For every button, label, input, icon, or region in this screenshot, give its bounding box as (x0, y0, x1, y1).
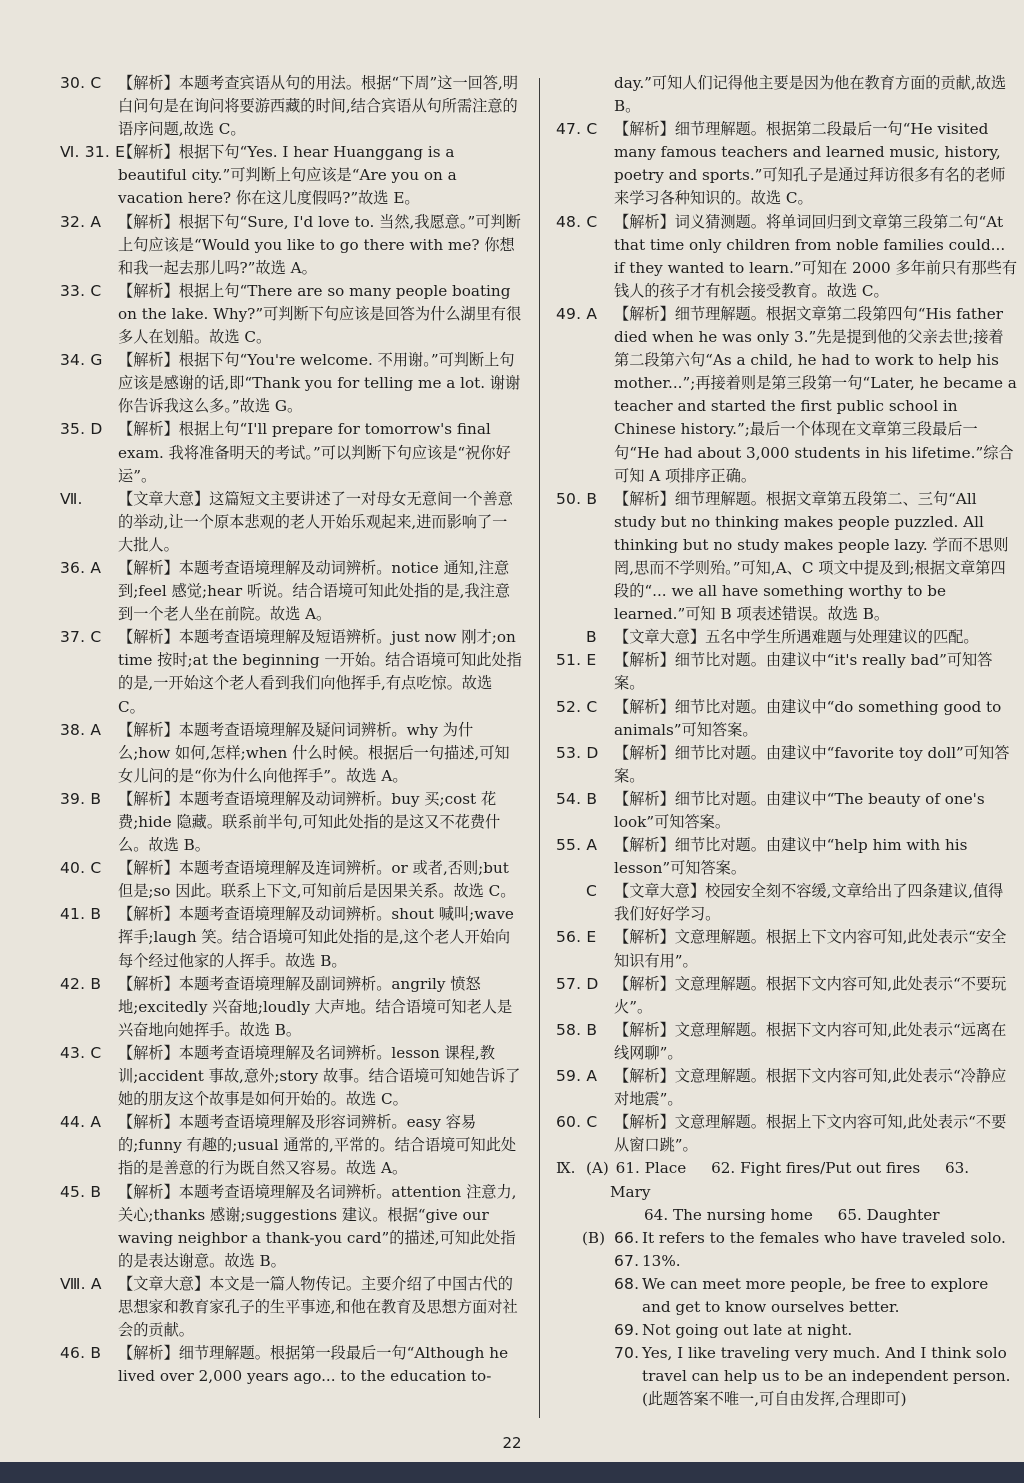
right-item-number: 49. A (556, 304, 598, 323)
section-9-b-text: It refers to the females who have traveled solo. (642, 1228, 1006, 1247)
left-item (60, 1342, 522, 1388)
right-item-number: C (586, 882, 598, 901)
section-9-a-tag: (A) (586, 1159, 609, 1178)
left-item-text: 【解析】根据下句“Yes. I hear Huanggang is a beautiful city.”可判断上句应该是“Are you on a vacation here? 你在这儿度假吗?”故选 E。 (118, 143, 457, 208)
right-item-number: 52. C (556, 697, 598, 716)
section-9-a-row-1 (586, 1157, 1018, 1203)
left-item-number: 42. B (60, 974, 102, 993)
right-item (556, 118, 1018, 210)
right-item-number: 54. B (556, 789, 598, 808)
answer-61: 61. Place (615, 1159, 687, 1178)
right-item (556, 788, 1018, 834)
section-9-b-item (556, 1342, 1018, 1411)
right-item-number: 60. C (556, 1113, 598, 1132)
left-item-text: 【解析】本题考查语境理解及副词辨析。angrily 愤怒地;excitedly 兴奋地;loudly 大声地。结合语境可知老人是兴奋地向她挥手。故选 B。 (118, 974, 513, 1039)
left-item (60, 557, 522, 626)
right-item-number: 56. E (556, 928, 597, 947)
right-item-text: 【解析】词义猜测题。将单词回归到文章第三段第二句“At that time only children from noble families could... if they wanted to learn.”可知在 2000 多年前只有那些有钱人的孩子才有机会接受教育。故选 C。 (614, 212, 1018, 300)
right-item-text: 【解析】细节比对题。由建议中“help him with his lesson”可知答案。 (614, 836, 968, 878)
section-9-b-text: We can meet more people, be free to explore and get to know ourselves better. (642, 1274, 989, 1316)
section-9-b-text: 13%. (642, 1251, 681, 1270)
right-item (556, 649, 1018, 695)
left-item-number: 39. B (60, 789, 102, 808)
right-item-text: 【解析】文意理解题。根据上下文内容可知,此处表示“不要从窗口跳”。 (614, 1113, 1007, 1155)
answer-65: 65. Daughter (837, 1205, 940, 1224)
left-item-text: 【解析】本题考查语境理解及形容词辨析。easy 容易的;funny 有趣的;usual 通常的,平常的。结合语境可知此处指的是善意的行为既自然又容易。故选 A。 (118, 1113, 517, 1178)
right-item (556, 973, 1018, 1019)
section-9 (556, 1157, 1018, 1411)
left-item-text: 【解析】根据上句“There are so many people boating on the lake. Why?”可判断下句应该是回答为什么湖里有很多人在划船。故选 C。 (118, 281, 522, 347)
left-item-number: 36. A (60, 558, 102, 577)
left-item-number: 46. B (60, 1344, 102, 1363)
left-item-text: 【解析】本题考查语境理解及名词辨析。lesson 课程,教训;accident 事故,意外;story 故事。结合语境可知她告诉了她的朋友这个故事是如何开始的。故选 C。 (118, 1043, 521, 1109)
right-item-number: 50. B (556, 489, 598, 508)
left-item-number: Ⅷ. A (60, 1274, 102, 1293)
left-item-text: 【解析】细节理解题。根据第一段最后一句“Although he lived over 2,000 years ago... to the education to- (118, 1344, 509, 1386)
left-item (60, 280, 522, 349)
left-item (60, 72, 522, 141)
right-item-text: 【解析】文意理解题。根据下文内容可知,此处表示“冷静应对地震”。 (614, 1067, 1007, 1109)
section-9-b-item (556, 1319, 1018, 1342)
left-item-number: Ⅵ. 31. E (60, 143, 126, 162)
right-item-text: 【解析】细节理解题。根据文章第五段第二、三句“All study but no thinking makes people puzzled. All thinking but no study makes people lazy. 学而不思则罔,思而不学则殆。”可知,A、C 项文中提及到;根据文章第四段的“... we all have something worthy to be learned.”可知 B 项表述错误。故选 B。 (614, 489, 1009, 624)
right-item-number: 47. C (556, 120, 598, 139)
left-item (60, 211, 522, 280)
left-item (60, 349, 522, 418)
section-9-b-item (556, 1227, 1018, 1250)
left-item-number: 43. C (60, 1043, 102, 1062)
right-item-text: 【解析】文意理解题。根据下文内容可知,此处表示“远离在线网聊”。 (614, 1020, 1007, 1062)
left-item (60, 1181, 522, 1273)
right-item (556, 742, 1018, 788)
section-9-b-item (556, 1250, 1018, 1273)
right-item (556, 1019, 1018, 1065)
section-9-roman: Ⅸ. (556, 1159, 576, 1178)
right-item-text: 【解析】细节理解题。根据第二段最后一句“He visited many famous teachers and learned music, history, poetry and sports.”可知孔子是通过拜访很多有名的老师来学习各种知识的。故选 C。 (614, 120, 1006, 208)
right-item (556, 488, 1018, 627)
right-answer-list (556, 72, 1018, 1157)
right-item-number: 51. E (556, 651, 597, 670)
left-item-text: 【文章大意】这篇短文主要讲述了一对母女无意间一个善意的举动,让一个原本悲观的老人开始乐观起来,进而影响了一大批人。 (118, 489, 513, 554)
left-item-number: 41. B (60, 905, 102, 924)
left-item-text: 【解析】根据上句“I'll prepare for tomorrow's final exam. 我将准备明天的考试。”可以判断下句应该是“祝你好运”。 (118, 420, 511, 485)
left-item-text: 【解析】本题考查语境理解及连词辨析。or 或者,否则;but 但是;so 因此。联系上下文,可知前后是因果关系。故选 C。 (118, 859, 516, 901)
left-item (60, 626, 522, 718)
left-item-number: 44. A (60, 1113, 102, 1132)
left-item (60, 719, 522, 788)
right-item (556, 926, 1018, 972)
section-9-b-text: Not going out late at night. (642, 1321, 853, 1340)
left-item (60, 1273, 522, 1342)
left-item (60, 418, 522, 487)
section-9-a-row-2 (610, 1204, 1018, 1227)
left-item-number: Ⅶ. (60, 489, 83, 508)
left-item-text: 【解析】本题考查宾语从句的用法。根据“下周”这一回答,明白问句是在询问将要游西藏的时间,结合宾语从句所需注意的语序问题,故选 C。 (118, 74, 519, 139)
left-item (60, 1042, 522, 1111)
right-item (556, 303, 1018, 488)
right-item-text: 【解析】细节比对题。由建议中“it's really bad”可知答案。 (614, 651, 993, 693)
section-9-b-number: 67. (614, 1251, 640, 1270)
left-item-number: 40. C (60, 859, 102, 878)
right-item-text: 【解析】细节比对题。由建议中“favorite toy doll”可知答案。 (614, 743, 1010, 785)
right-item-text: 【文章大意】五名中学生所遇难题与处理建议的匹配。 (614, 628, 979, 647)
left-item (60, 141, 522, 210)
column-divider (539, 78, 540, 1418)
right-item-text: 【文章大意】校园安全刻不容缓,文章给出了四条建议,值得我们好好学习。 (614, 882, 1004, 924)
section-9-b-number: 66. (614, 1228, 640, 1247)
right-item-number: 57. D (556, 974, 599, 993)
left-item-text: 【解析】本题考查语境理解及疑问词辨析。why 为什么;how 如何,怎样;when 什么时候。根据后一句描述,可知女儿问的是“你为什么向他挥手”。故选 A。 (118, 720, 510, 785)
section-9-b-item (556, 1273, 1018, 1319)
answer-63: 63. Mary (610, 1159, 970, 1201)
section-9-b-list (556, 1227, 1018, 1412)
left-item-text: 【解析】根据下句“Sure, I'd love to. 当然,我愿意。”可判断上句应该是“Would you like to go there with me? 你想和我一起去那儿吗?”故选 A。 (118, 212, 521, 277)
left-item (60, 903, 522, 972)
left-item-number: 45. B (60, 1182, 102, 1201)
right-item (556, 626, 1018, 649)
right-item (556, 211, 1018, 303)
right-item-text: 【解析】细节理解题。根据文章第二段第四句“His father died when he was only 3.”先是提到他的父亲去世;接着第二段第六句“As a child, he had to work to help his mother...”;再接着则是第三段第一句“Later, he became a teacher and started the first public school in Chinese history.”;最后一个体现在文章第三段最后一句“He had about 3,000 students in his lifetime.”综合可知 A 项排序正确。 (614, 304, 1017, 485)
left-item-text: 【解析】根据下句“You're welcome. 不用谢。”可判断上句应该是感谢的话,即“Thank you for telling me a lot. 谢谢你告诉我这么多。”故选 G。 (118, 351, 521, 416)
left-item-number: 34. G (60, 351, 103, 370)
section-9-b-number: 68. (614, 1274, 640, 1293)
left-item (60, 788, 522, 857)
answer-62: 62. Fight fires/Put out fires (711, 1159, 921, 1178)
left-item-text: 【文章大意】本文是一篇人物传记。主要介绍了中国古代的思想家和教育家孔子的生平事迹,和他在教育及思想方面对社会的贡献。 (118, 1274, 518, 1340)
left-item-number: 37. C (60, 628, 102, 647)
left-item-number: 33. C (60, 281, 102, 300)
right-item-number: 53. D (556, 743, 599, 762)
right-item-text: 【解析】细节比对题。由建议中“The beauty of one's look”可知答案。 (614, 789, 985, 831)
left-item-text: 【解析】本题考查语境理解及动词辨析。buy 买;cost 花费;hide 隐藏。联系前半句,可知此处指的是这又不花费什么。故选 B。 (118, 789, 501, 855)
right-item (556, 1111, 1018, 1157)
left-item-text: 【解析】本题考查语境理解及短语辨析。just now 刚才;on time 按时;at the beginning 一开始。结合语境可知此处指的是,一开始这个老人看到我们向他挥手,有点吃惊。故选 C。 (118, 628, 522, 716)
answer-64: 64. The nursing home (644, 1205, 813, 1224)
left-item-number: 32. A (60, 212, 102, 231)
right-item-text: 【解析】细节比对题。由建议中“do something good to animals”可知答案。 (614, 697, 1002, 739)
left-item-number: 38. A (60, 720, 102, 739)
right-item-number: 55. A (556, 836, 598, 855)
left-item-text: 【解析】本题考查语境理解及名词辨析。attention 注意力,关心;thanks 感谢;suggestions 建议。根据“give our waving neighbor a thank-you card”的描述,可知此处指的是表达谢意。故选 B。 (118, 1182, 517, 1270)
right-item-text: 【解析】文意理解题。根据下文内容可知,此处表示“不要玩火”。 (614, 974, 1007, 1016)
right-item-number: B (586, 628, 597, 647)
section-9-b-tag: (B) (582, 1228, 606, 1247)
right-item-number: 59. A (556, 1067, 598, 1086)
right-item-text: 【解析】文意理解题。根据上下文内容可知,此处表示“安全知识有用”。 (614, 928, 1007, 970)
left-item-number: 35. D (60, 420, 103, 439)
left-item-text: 【解析】本题考查语境理解及动词辨析。notice 通知,注意到;feel 感觉;hear 听说。结合语境可知此处指的是,我注意到一个老人坐在前院。故选 A。 (118, 558, 511, 624)
left-item (60, 1111, 522, 1180)
left-item-number: 30. C (60, 74, 102, 92)
bottom-edge-band (0, 1462, 1024, 1483)
right-item-text: day.”可知人们记得他主要是因为他在教育方面的贡献,故选 B。 (614, 74, 1007, 116)
left-column (60, 72, 522, 1388)
left-item-text: 【解析】本题考查语境理解及动词辨析。shout 喊叫;wave 挥手;laugh 笑。结合语境可知此处指的是,这个老人开始向每个经过他家的人挥手。故选 B。 (118, 905, 514, 970)
left-item (60, 973, 522, 1042)
right-item (556, 696, 1018, 742)
section-9-b-number: 70. (614, 1344, 640, 1363)
section-9-b-number: 69. (614, 1321, 640, 1340)
section-9-b-text: Yes, I like traveling very much. And I think solo travel can help us to be an independent person. (此题答案不唯一,可自由发挥,合理即可) (642, 1344, 1011, 1409)
left-item (60, 488, 522, 557)
right-item-number: 48. C (556, 212, 598, 231)
right-item (556, 880, 1018, 926)
right-item (556, 1065, 1018, 1111)
right-column (556, 72, 1018, 1411)
right-item (556, 72, 1018, 118)
page-number: 22 (502, 1434, 522, 1452)
right-item (556, 834, 1018, 880)
right-item-number: 58. B (556, 1020, 598, 1039)
left-item (60, 857, 522, 903)
